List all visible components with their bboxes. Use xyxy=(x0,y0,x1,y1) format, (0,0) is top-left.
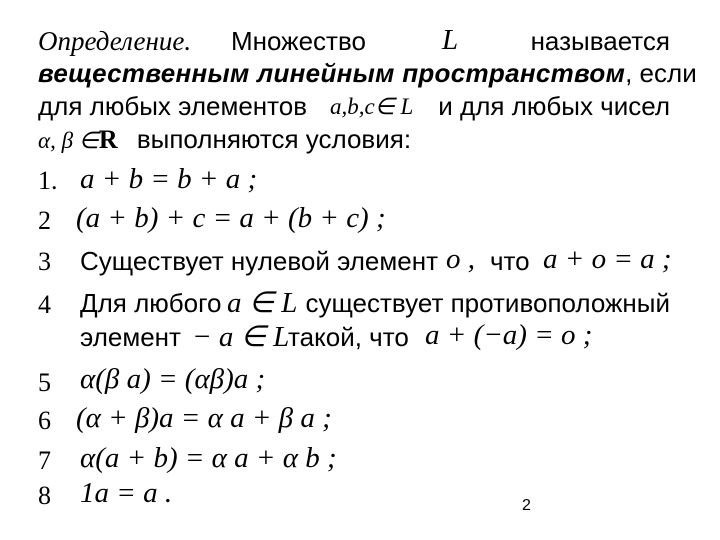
definition-line-2 xyxy=(38,58,697,89)
axiom-6-formula: (α + β)a = α a + β a ; xyxy=(76,402,332,434)
axiom-number-5: 5 xyxy=(38,368,51,397)
axiom-7-formula: α(a + b) = α a + α b ; xyxy=(80,442,337,474)
set-symbol: L xyxy=(442,24,459,56)
axiom-4-exists: существует противоположный xyxy=(305,288,670,318)
axiom-number-6: 6 xyxy=(38,406,51,435)
any-numbers-text: и для любых чисел xyxy=(438,91,670,121)
axiom-number-3: 3 xyxy=(38,247,51,276)
axiom-3-that: что xyxy=(490,246,530,276)
axiom-3-zero: o , xyxy=(446,243,475,275)
definition-line-3 xyxy=(38,91,670,122)
axiom-4-text: Для любого xyxy=(80,288,222,318)
axiom-2-formula: (a + b) + c = a + (b + c) ; xyxy=(76,202,386,234)
reals-symbol: R xyxy=(98,125,118,154)
axiom-number-8: 8 xyxy=(38,481,51,510)
axiom-4-element: элемент xyxy=(80,322,181,352)
axiom-3-formula: a + o = a ; xyxy=(543,243,672,275)
axiom-3-line xyxy=(80,243,672,277)
scalars-math: α, β ∈ xyxy=(38,128,99,153)
axiom-8-formula: 1a = a . xyxy=(80,477,173,509)
axiom-number-4: 4 xyxy=(38,290,51,319)
axiom-4-math: a ∈ L xyxy=(227,287,298,319)
axiom-number-2: 2 xyxy=(38,206,51,235)
definition-line-1 xyxy=(38,26,670,57)
called-word: называется xyxy=(530,26,670,56)
definition-line-4 xyxy=(38,124,411,155)
axiom-5-formula: α(β a) = (αβ)a ; xyxy=(80,363,266,395)
page-number: 2 xyxy=(522,497,531,514)
axiom-4-neg: − a ∈ L xyxy=(192,321,290,353)
defined-term: вещественным линейным пространством xyxy=(38,58,626,88)
axiom-number-7: 7 xyxy=(38,446,51,475)
axiom-4-line-1 xyxy=(80,288,670,319)
definition-term: Определение. xyxy=(38,26,192,56)
axiom-4-formula: a + (−a) = o ; xyxy=(425,319,593,351)
set-word: Множество xyxy=(231,26,366,56)
elements-math: a,b,c∈ L xyxy=(330,94,414,119)
axiom-1-formula: a + b = b + a ; xyxy=(80,163,258,195)
axiom-4-such: такой, что xyxy=(288,322,409,352)
axiom-4-line-2 xyxy=(80,319,670,353)
any-elements-text: для любых элементов xyxy=(38,91,308,121)
axiom-3-text: Существует нулевой элемент xyxy=(80,246,438,276)
conditions-text: выполняются условия: xyxy=(136,124,412,154)
axiom-number-1: 1. xyxy=(38,166,58,195)
if-word: , если xyxy=(625,58,697,88)
